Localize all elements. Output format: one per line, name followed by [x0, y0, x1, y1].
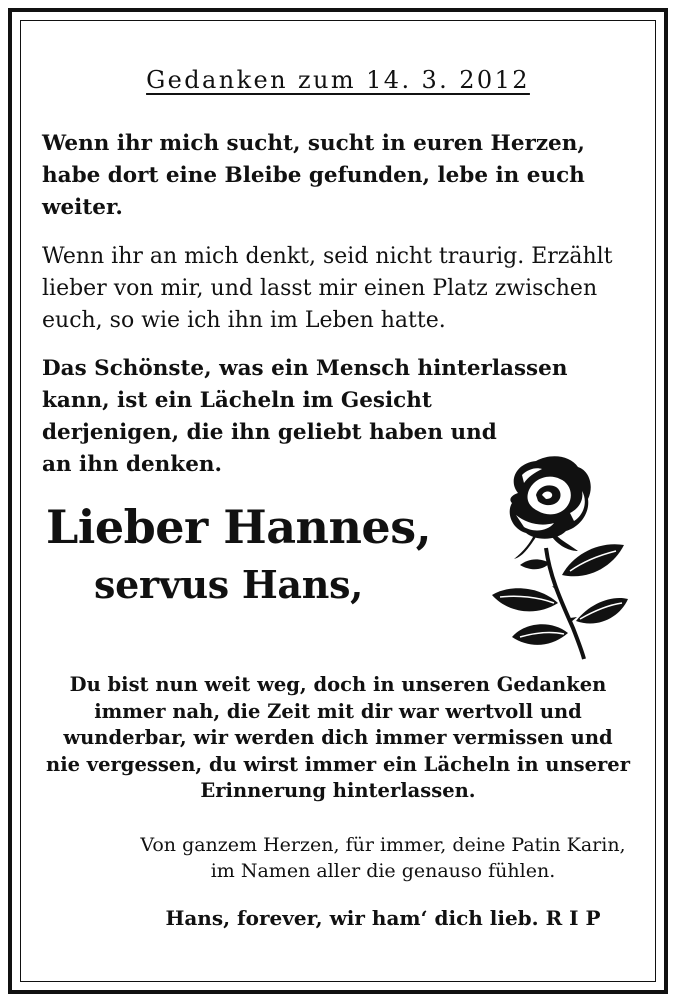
paragraph-3-line: an ihn denken.: [42, 452, 222, 477]
message-line: Erinnerung hinterlassen.: [200, 779, 476, 802]
paragraph-2: [42, 241, 642, 337]
paragraph-3-line: derjenigen, die ihn geliebt haben und: [42, 420, 497, 445]
paragraph-1: [42, 128, 642, 224]
paragraph-3-line: Das Schönste, was ein Mensch hinterlassen: [42, 356, 568, 381]
name-line-2: servus Hans,: [94, 562, 364, 607]
rose-icon: [478, 453, 628, 663]
paragraph-3-line: kann, ist ein Lächeln im Gesicht: [42, 388, 432, 413]
message-line: immer nah, die Zeit mit dir war wertvoll und: [94, 699, 582, 723]
message-line: nie vergessen, du wirst immer ein Lächeln in unserer: [46, 752, 630, 776]
paragraph-2-line: euch, so wie ich ihn im Leben hatte.: [42, 308, 446, 333]
message-line: Du bist nun weit weg, doch in unseren Gedanken: [69, 673, 607, 696]
closing-line: im Namen aller die genauso fühlen.: [210, 860, 556, 882]
message-block: [20, 672, 656, 805]
closing-line: Von ganzem Herzen, für immer, deine Patin Karin,: [140, 834, 626, 856]
paragraph-1-line: weiter.: [42, 195, 123, 220]
signoff: Hans, forever, wir ham‘ dich lieb. R I P: [165, 906, 601, 930]
paragraph-2-line: Wenn ihr an mich denkt, seid nicht traurig. Erzählt: [42, 244, 613, 269]
heading: Gedanken zum 14. 3. 2012: [146, 66, 530, 94]
closing-block: [90, 832, 676, 884]
paragraph-2-line: lieber von mir, und lasst mir einen Platz zwischen: [42, 276, 598, 301]
paragraph-1-line: Wenn ihr mich sucht, sucht in euren Herzen,: [42, 131, 585, 156]
name-line-1: Lieber Hannes,: [46, 500, 432, 554]
paragraph-1-line: habe dort eine Bleibe gefunden, lebe in euch: [42, 163, 585, 188]
message-line: wunderbar, wir werden dich immer vermissen und: [63, 726, 613, 749]
